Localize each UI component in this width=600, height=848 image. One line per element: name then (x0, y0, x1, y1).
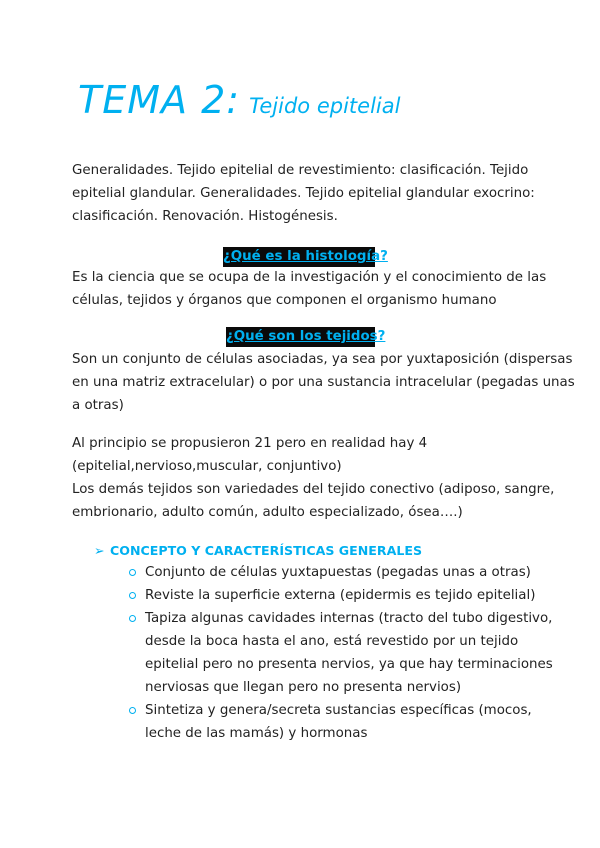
tejidos-paragraph (72, 348, 575, 417)
list-item-line: nerviosas que llegan pero no presenta nervios) (145, 680, 462, 695)
list-item (125, 561, 545, 584)
list-item-line: leche de las mamás) y hormonas (145, 726, 368, 741)
list-item (125, 584, 545, 607)
tejidos-line: en una matriz extracelular) o por una sustancia intracelular (pegadas unas (72, 375, 575, 390)
circle-bullet-icon (129, 569, 136, 576)
circle-bullet-icon (129, 707, 136, 714)
circle-bullet-icon (129, 615, 136, 622)
heading-tejidos: ¿Qué son los tejidos? (226, 327, 375, 347)
types-line: Los demás tejidos son variedades del tejido conectivo (adiposo, sangre, (72, 482, 555, 497)
list-item-line: Conjunto de células yuxtapuestas (pegadas unas a otras) (145, 565, 531, 580)
list-item-line: Reviste la superficie externa (epidermis es tejido epitelial) (145, 588, 536, 603)
heading-histologia: ¿Qué es la histología? (223, 247, 375, 267)
types-line: embrionario, adulto común, adulto especializado, ósea….) (72, 505, 463, 520)
types-line: Al principio se propusieron 21 pero en realidad hay 4 (72, 436, 428, 451)
intro-line: clasificación. Renovación. Histogénesis. (72, 209, 338, 224)
histologia-paragraph (72, 266, 547, 312)
intro-paragraph (72, 159, 542, 228)
title-sub: Tejido epitelial (249, 94, 401, 118)
circle-bullet-icon (129, 592, 136, 599)
histologia-line: células, tejidos y órganos que componen el organismo humano (72, 293, 497, 308)
arrow-bullet-icon: ➢ (94, 543, 105, 558)
intro-line: epitelial glandular. Generalidades. Tejido epitelial glandular exocrino: (72, 186, 535, 201)
list-item (125, 607, 553, 699)
title-main: TEMA 2: (78, 78, 241, 122)
list-item-line: desde la boca hasta el ano, está revestido por un tejido (145, 634, 519, 649)
tejidos-line: a otras) (72, 398, 124, 413)
tejidos-line: Son un conjunto de células asociadas, ya sea por yuxtaposición (dispersas (72, 352, 573, 367)
types-line: (epitelial,nervioso,muscular, conjuntivo) (72, 459, 342, 474)
intro-line: Generalidades. Tejido epitelial de revestimiento: clasificación. Tejido (72, 163, 529, 178)
bullet-list (125, 561, 553, 745)
types-paragraph (72, 432, 555, 524)
section-heading-text: CONCEPTO Y CARACTERÍSTICAS GENERALES (110, 543, 423, 558)
list-item-line: Sintetiza y genera/secreta sustancias específicas (mocos, (145, 703, 532, 718)
section-heading (94, 541, 422, 561)
list-item-line: Tapiza algunas cavidades internas (tracto del tubo digestivo, (145, 611, 553, 626)
list-item (125, 699, 545, 745)
list-item-line: epitelial pero no presenta nervios, ya que hay terminaciones (145, 657, 553, 672)
histologia-line: Es la ciencia que se ocupa de la investigación y el conocimiento de las (72, 270, 547, 285)
document-title (78, 78, 400, 122)
